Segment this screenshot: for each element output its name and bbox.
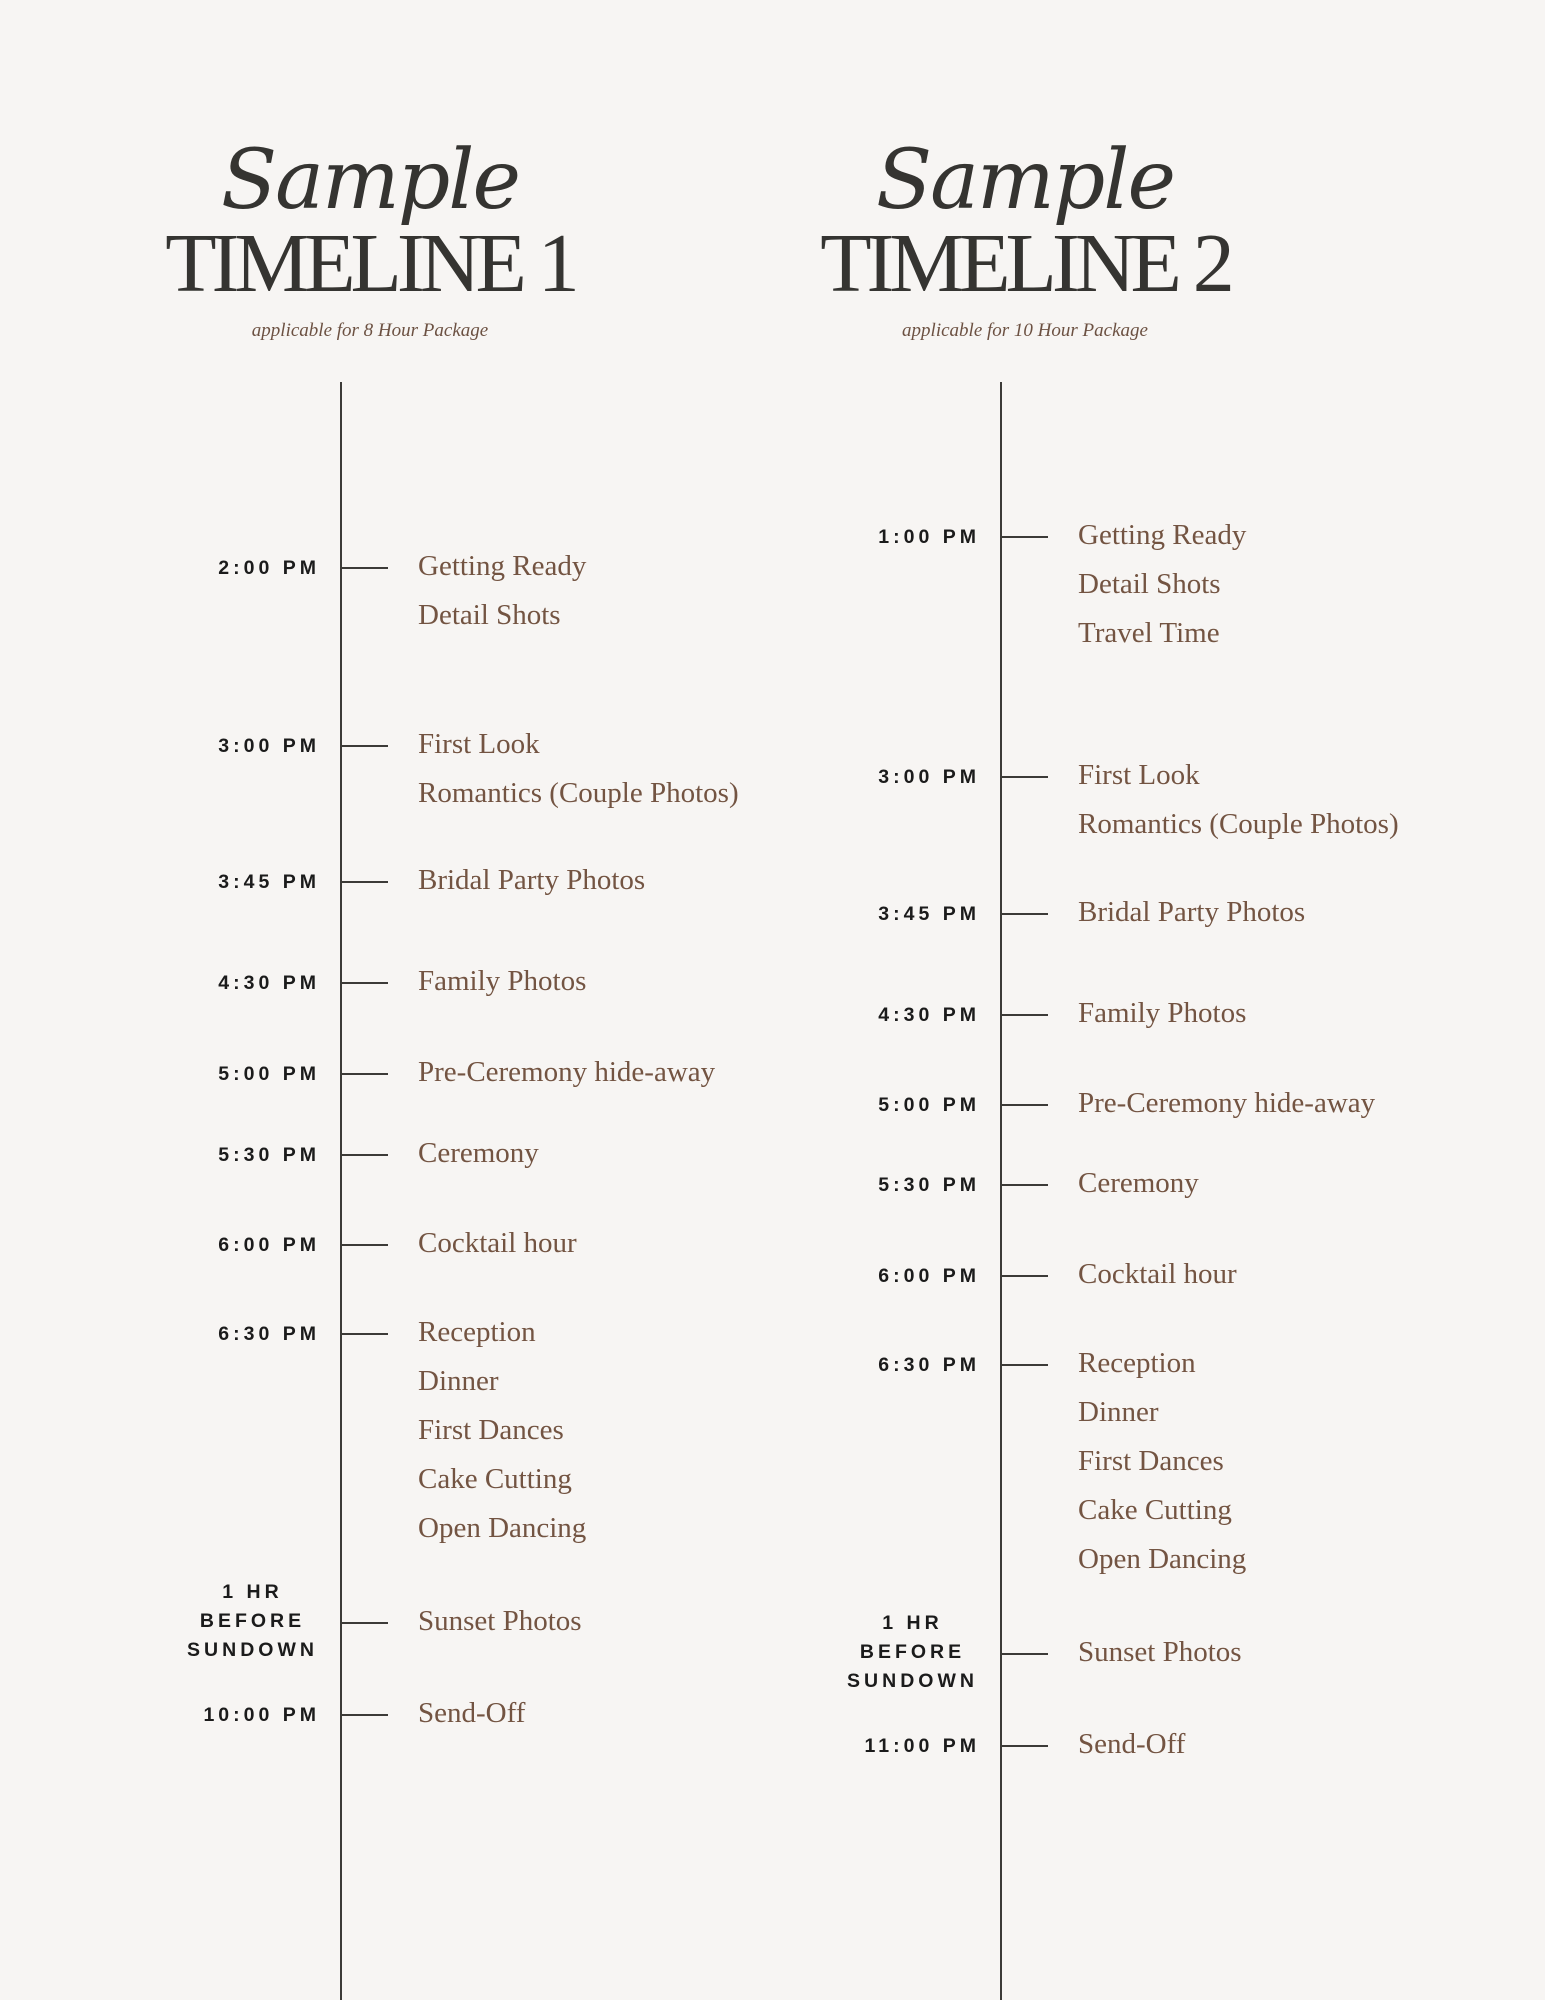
event-item: Bridal Party Photos [1078,896,1306,928]
event-item: Send-Off [1078,1728,1186,1760]
timeline-tick [340,1714,388,1716]
timeline-1-title: TIMELINE 1 [165,217,575,310]
timeline-tick [1000,1745,1048,1747]
event-list [418,856,645,905]
time-label: 6:00 PM [218,1234,320,1256]
event-item: Family Photos [1078,997,1247,1029]
event-item: First Dances [1078,1445,1224,1477]
timeline-1-script-word: Sample [220,133,520,228]
timeline-2-subtitle: applicable for 10 Hour Package [902,320,1148,341]
timeline-tick [340,567,388,569]
event-item: Ceremony [1078,1167,1199,1199]
timeline-tick [1000,776,1048,778]
event-item: Family Photos [418,965,587,997]
timeline-1-axis-line [340,382,342,2000]
event-item: Cake Cutting [1078,1494,1232,1526]
event-list [1078,511,1246,658]
timeline-tick [1000,1275,1048,1277]
timeline-tick [1000,1653,1048,1655]
timeline-tick [1000,1014,1048,1016]
event-item: Getting Ready [1078,519,1247,551]
event-item: Romantics (Couple Photos) [1078,808,1399,840]
timeline-tick [340,1333,388,1335]
event-list [418,1597,582,1646]
timeline-tick [1000,536,1048,538]
time-label: 4:30 PM [218,972,320,994]
timeline-1-subtitle: applicable for 8 Hour Package [251,320,489,341]
event-item: Dinner [418,1365,499,1397]
event-item: Romantics (Couple Photos) [418,777,739,809]
timeline-tick [340,1244,388,1246]
event-list [1078,1159,1199,1208]
timeline-2-axis-line [1000,382,1002,2000]
event-list [418,1308,586,1553]
timeline-tick [1000,1364,1048,1366]
time-label: 5:00 PM [218,1063,320,1085]
event-item: Getting Ready [418,550,587,582]
event-item: Travel Time [1078,617,1220,649]
time-label: 3:45 PM [878,903,980,925]
time-label: 6:00 PM [878,1265,980,1287]
time-label: 3:45 PM [218,871,320,893]
event-list [418,957,586,1006]
event-item: Ceremony [418,1137,539,1169]
timeline-tick [340,745,388,747]
time-label: 1:00 PM [878,526,980,548]
timeline-tick [1000,913,1048,915]
event-item: Cocktail hour [418,1227,577,1259]
time-label: 3:00 PM [878,766,980,788]
timeline-tick [1000,1104,1048,1106]
time-label: 6:30 PM [878,1354,980,1376]
event-item: First Look [1078,759,1200,791]
time-label: 11:00 PM [864,1735,980,1757]
timeline-tick [340,1073,388,1075]
time-label: 3:00 PM [218,735,320,757]
event-list [418,1048,715,1097]
event-item: Sunset Photos [418,1605,582,1637]
event-list [418,1219,577,1268]
event-item: Pre-Ceremony hide-away [418,1056,716,1088]
event-item: Cake Cutting [418,1463,572,1495]
time-label: 10:00 PM [203,1704,320,1726]
timeline-tick [1000,1184,1048,1186]
timeline-2-script-word: Sample [875,133,1175,228]
event-item: Send-Off [418,1697,526,1729]
event-item: Dinner [1078,1396,1159,1428]
timeline-2-header [800,133,1250,342]
time-label: 4:30 PM [878,1004,980,1026]
event-list [1078,989,1246,1038]
event-item: Pre-Ceremony hide-away [1078,1087,1376,1119]
event-list [418,542,586,640]
timeline-tick [340,1622,388,1624]
event-item: Open Dancing [418,1512,587,1544]
event-item: Reception [1078,1347,1196,1379]
event-list [1078,1720,1185,1769]
time-label: 6:30 PM [218,1323,320,1345]
time-label: 1 HR BEFORE SUNDOWN [847,1612,978,1692]
event-item: Reception [418,1316,536,1348]
event-item: First Look [418,728,540,760]
timeline-1-header [150,133,590,342]
event-item: Open Dancing [1078,1543,1247,1575]
event-list [418,720,739,818]
event-list [1078,1339,1246,1584]
time-label: 5:30 PM [218,1144,320,1166]
time-label: 5:00 PM [878,1094,980,1116]
event-list [1078,1250,1237,1299]
time-label: 5:30 PM [878,1174,980,1196]
event-list [1078,888,1305,937]
event-list [1078,751,1399,849]
event-item: Sunset Photos [1078,1636,1242,1668]
event-item: Cocktail hour [1078,1258,1237,1290]
event-list [1078,1079,1375,1128]
timeline-tick [340,982,388,984]
event-item: Detail Shots [1078,568,1221,600]
timeline-tick [340,881,388,883]
event-item: First Dances [418,1414,564,1446]
event-item: Bridal Party Photos [418,864,646,896]
event-list [418,1689,525,1738]
timeline-tick [340,1154,388,1156]
time-label: 2:00 PM [218,557,320,579]
event-list [1078,1628,1242,1677]
event-item: Detail Shots [418,599,561,631]
timeline-2-title: TIMELINE 2 [820,217,1230,310]
event-list [418,1129,539,1178]
time-label: 1 HR BEFORE SUNDOWN [187,1581,318,1661]
